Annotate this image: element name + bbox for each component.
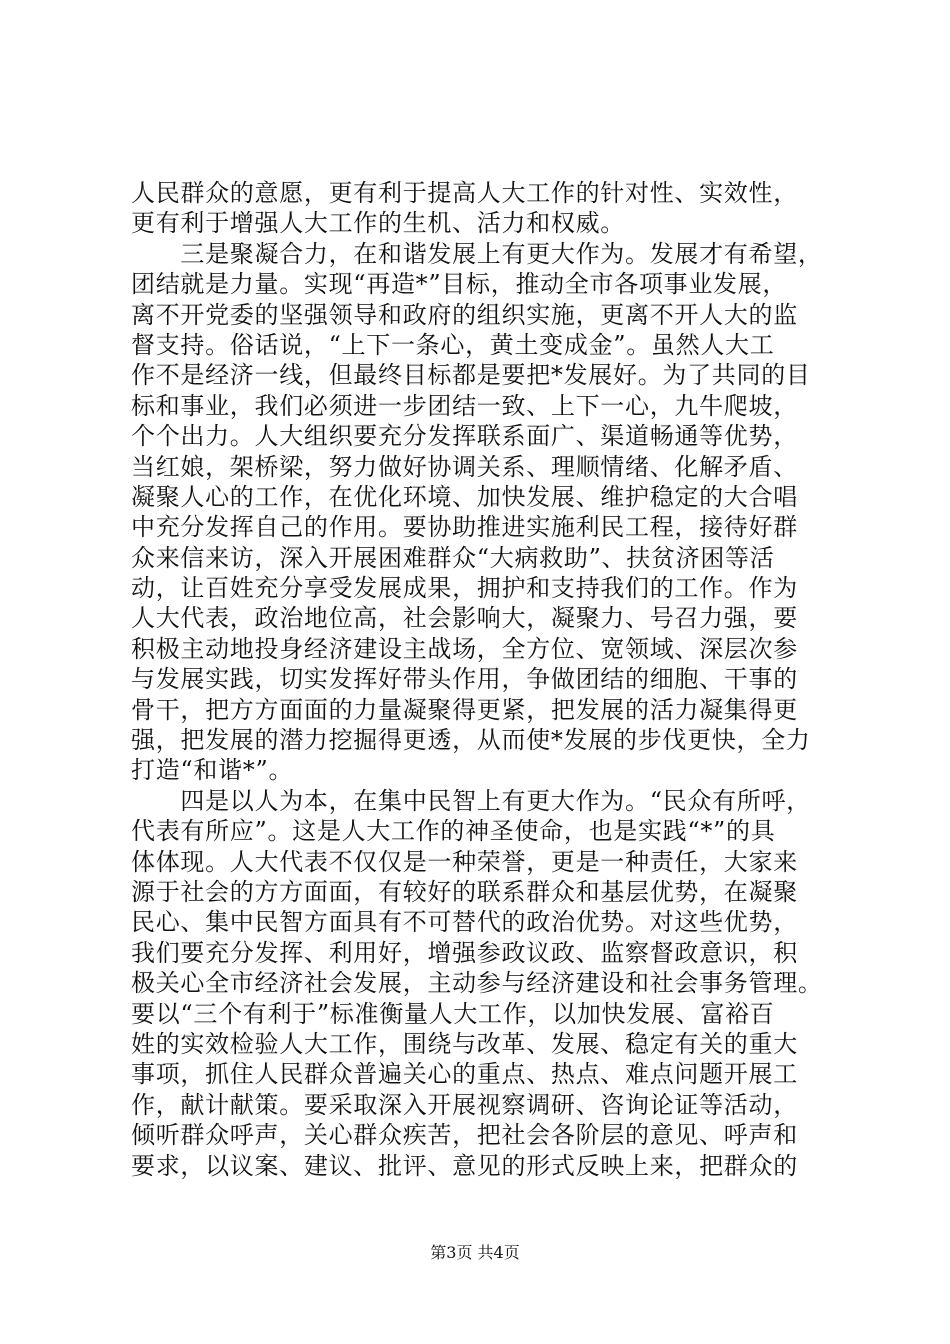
text-line: 人大代表，政治地位高，社会影响大，凝聚力、号召力强，要 xyxy=(131,604,798,633)
text-line: 强，把发展的潜力挖掘得更透，从而使*发展的步伐更快，全力 xyxy=(131,726,811,755)
text-line: 事项，抓住人民群众普遍关心的重点、热点、难点问题开展工 xyxy=(131,1060,798,1089)
text-line: 骨干，把方方面面的力量凝聚得更紧，把发展的活力凝集得更 xyxy=(131,695,798,724)
body-text xyxy=(131,178,831,1181)
text-line: 标和事业，我们必须进一步团结一致、上下一心，九牛爬坡， xyxy=(131,391,798,420)
text-line: 人民群众的意愿，更有利于提高人大工作的针对性、实效性， xyxy=(131,179,798,207)
text-line: 代表有所应”。这是人大工作的神圣使命，也是实践“*”的具 xyxy=(131,817,776,846)
text-line: 团结就是力量。实现“再造*”目标，推动全市各项事业发展， xyxy=(131,270,788,299)
text-line: 作不是经济一线，但最终目标都是要把*发展好。为了共同的目 xyxy=(131,361,811,390)
text-line: 与发展实践，切实发挥好带头作用，争做团结的细胞、干事的 xyxy=(131,665,798,694)
text-line: 个个出力。人大组织要充分发挥联系面广、渠道畅通等优势， xyxy=(131,422,798,451)
text-line: 更有利于增强人大工作的生机、活力和权威。 xyxy=(131,209,625,238)
text-line: 督支持。俗话说，“上下一条心，黄土变成金”。虽然人大工 xyxy=(131,330,775,359)
text-line: 动，让百姓充分享受发展成果，拥护和支持我们的工作。作为 xyxy=(131,574,798,603)
text-line: 作，献计献策。要采取深入开展视察调研、咨询论证等活动， xyxy=(131,1090,798,1119)
text-line: 源于社会的方方面面，有较好的联系群众和基层优势，在凝聚 xyxy=(131,877,798,906)
text-line: 四是以人为本，在集中民智上有更大作为。“民众有所呼， xyxy=(131,786,811,815)
page-number-footer: 第3页 共4页 xyxy=(430,1243,520,1262)
text-line: 极关心全市经济社会发展，主动参与经济建设和社会事务管理。 xyxy=(131,969,823,998)
text-line: 众来信来访，深入开展困难群众“大病救助”、扶贫济困等活 xyxy=(131,543,775,572)
text-line: 离不开党委的坚强领导和政府的组织实施，更离不开人大的监 xyxy=(131,300,798,329)
text-line: 体体现。人大代表不仅仅是一种荣誉，更是一种责任，大家来 xyxy=(131,847,798,876)
text-line: 三是聚凝合力，在和谐发展上有更大作为。发展才有希望， xyxy=(131,239,823,268)
text-line: 民心、集中民智方面具有不可替代的政治优势。对这些优势， xyxy=(131,908,798,937)
text-line: 要求，以议案、建议、批评、意见的形式反映上来，把群众的 xyxy=(131,1151,798,1180)
text-line: 我们要充分发挥、利用好，增强参政议政、监察督政意识，积 xyxy=(131,938,798,967)
text-line: 积极主动地投身经济建设主战场，全方位、宽领域、深层次参 xyxy=(131,634,798,663)
text-line: 倾听群众呼声，关心群众疾苦，把社会各阶层的意见、呼声和 xyxy=(131,1121,798,1150)
text-line: 凝聚人心的工作，在优化环境、加快发展、维护稳定的大合唱 xyxy=(131,482,798,511)
text-line: 姓的实效检验人大工作，围绕与改革、发展、稳定有关的重大 xyxy=(131,1029,798,1058)
text-line: 中充分发挥自己的作用。要协助推进实施利民工程，接待好群 xyxy=(131,513,798,542)
text-line: 要以“三个有利于”标准衡量人大工作，以加快发展、富裕百 xyxy=(131,999,775,1028)
text-line: 当红娘，架桥梁，努力做好协调关系、理顺情绪、化解矛盾、 xyxy=(131,452,798,481)
text-line: 打造“和谐*”。 xyxy=(131,756,294,785)
